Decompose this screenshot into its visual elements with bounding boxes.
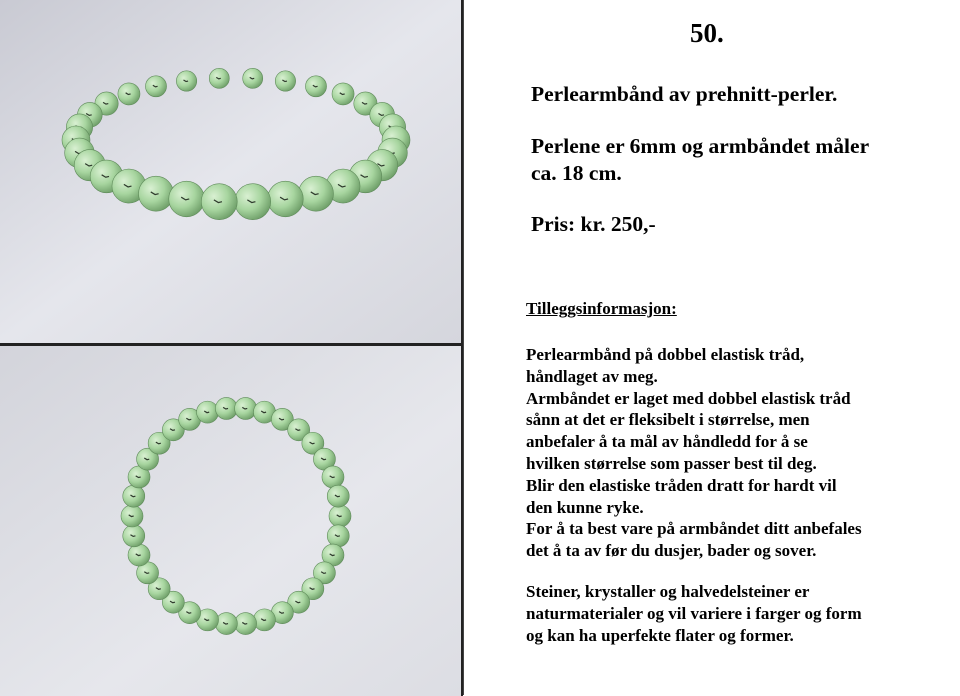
product-description xyxy=(531,133,941,187)
info-line: hvilken størrelse som passer best til deg. xyxy=(526,453,817,473)
info-line: anbefaler å ta mål av håndledd for å se xyxy=(526,432,808,452)
info-line: den kunne ryke. xyxy=(526,497,644,517)
info-line: Armbåndet er laget med dobbel elastisk tråd xyxy=(526,388,851,408)
info-line: sånn at det er fleksibelt i størrelse, men xyxy=(526,410,810,430)
bead xyxy=(139,176,174,211)
info-line: det å ta av før du dusjer, bader og sover. xyxy=(526,541,817,561)
bracelet-photo-side xyxy=(0,0,463,345)
bracelet-photo-top-view xyxy=(0,345,463,696)
note-line: Steiner, krystaller og halvedelsteiner er xyxy=(526,582,810,601)
bead xyxy=(235,184,271,220)
bead xyxy=(201,184,237,220)
bead xyxy=(268,181,304,217)
bead xyxy=(169,181,205,217)
note-line: naturmaterialer og vil variere i farger og form xyxy=(526,603,862,623)
info-text xyxy=(526,344,946,562)
info-heading: Tilleggsinformasjon: xyxy=(526,299,677,318)
bead xyxy=(299,176,334,211)
product-price: Pris: kr. 250,- xyxy=(531,212,656,236)
material-note xyxy=(526,581,946,646)
info-line: For å ta best vare på armbåndet ditt anbefales xyxy=(526,519,862,539)
info-line: Blir den elastiske tråden dratt for hardt vil xyxy=(526,475,837,495)
note-line: og kan ha uperfekte flater og former. xyxy=(526,625,794,645)
info-line: håndlaget av meg. xyxy=(526,366,658,386)
item-number: 50. xyxy=(690,18,724,48)
description-line: Perlene er 6mm og armbåndet måler xyxy=(531,134,870,158)
product-title: Perlearmbånd av prehnitt-perler. xyxy=(531,82,838,106)
description-line: ca. 18 cm. xyxy=(531,161,622,185)
info-line: Perlearmbånd på dobbel elastisk tråd, xyxy=(526,345,805,364)
